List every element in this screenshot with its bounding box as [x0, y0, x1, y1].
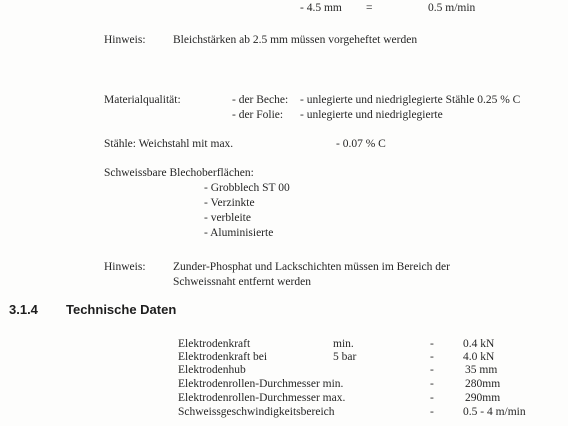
tech-param-dash: - — [430, 338, 434, 350]
hinweis-text: Bleichstärken ab 2.5 mm müssen vorgeheftet werden — [173, 34, 418, 46]
surface-item: - Verzinkte — [204, 197, 255, 209]
section-number: 3.1.4 — [9, 302, 38, 317]
tech-param-dash: - — [430, 378, 434, 390]
tech-param-value: 0.4 kN — [463, 338, 495, 350]
top-thickness: - 4.5 mm — [300, 2, 342, 14]
material-beche-text: - unlegierte und niedriglegierte Stähle 0.25 % C — [300, 94, 521, 106]
tech-param-name: Schweissgeschwindigkeitsbereich — [178, 406, 335, 418]
material-beche-label: - der Beche: — [232, 94, 289, 106]
hinweis2-label: Hinweis: — [104, 261, 146, 273]
staehle-value: - 0.07 % C — [336, 138, 386, 150]
tech-param-dash: - — [430, 406, 434, 418]
tech-param-name: Elektrodenrollen-Durchmesser max. — [178, 392, 346, 404]
tech-param-name: Elektrodenkraft — [178, 338, 251, 350]
hinweis2-line1: Zunder-Phosphat und Lackschichten müssen im Bereich der — [173, 261, 450, 273]
tech-param-dash: - — [430, 351, 434, 363]
surface-item: - Aluminisierte — [204, 227, 274, 239]
tech-param-qualifier: 5 bar — [333, 351, 357, 363]
tech-param-name: Elektrodenrollen-Durchmesser min. — [178, 378, 344, 390]
tech-param-qualifier: min. — [333, 338, 354, 350]
hinweis-label: Hinweis: — [104, 34, 146, 46]
tech-param-value: 35 mm — [465, 364, 498, 376]
material-folie-label: - der Folie: — [232, 109, 284, 121]
tech-param-name: Elektrodenhub — [178, 364, 246, 376]
top-speed: 0.5 m/min — [428, 2, 476, 14]
tech-param-value: 290mm — [465, 392, 501, 404]
hinweis2-line2: Schweissnaht entfernt werden — [173, 276, 311, 288]
tech-param-dash: - — [430, 364, 434, 376]
material-label: Materialqualität: — [104, 94, 181, 106]
material-folie-text: - unlegierte und niedriglegierte — [300, 109, 443, 121]
surface-item: - Grobblech ST 00 — [204, 182, 290, 194]
tech-param-dash: - — [430, 392, 434, 404]
tech-param-value: 280mm — [465, 378, 501, 390]
surface-item: - verbleite — [204, 212, 251, 224]
tech-param-value: 0.5 - 4 m/min — [463, 406, 526, 418]
section-title: Technische Daten — [66, 302, 177, 317]
tech-param-name: Elektrodenkraft bei — [178, 351, 268, 363]
surfaces-title: Schweissbare Blechoberflächen: — [104, 167, 254, 179]
top-equals: = — [366, 2, 373, 14]
tech-param-value: 4.0 kN — [463, 351, 495, 363]
staehle-label: Stähle: Weichstahl mit max. — [104, 138, 234, 150]
